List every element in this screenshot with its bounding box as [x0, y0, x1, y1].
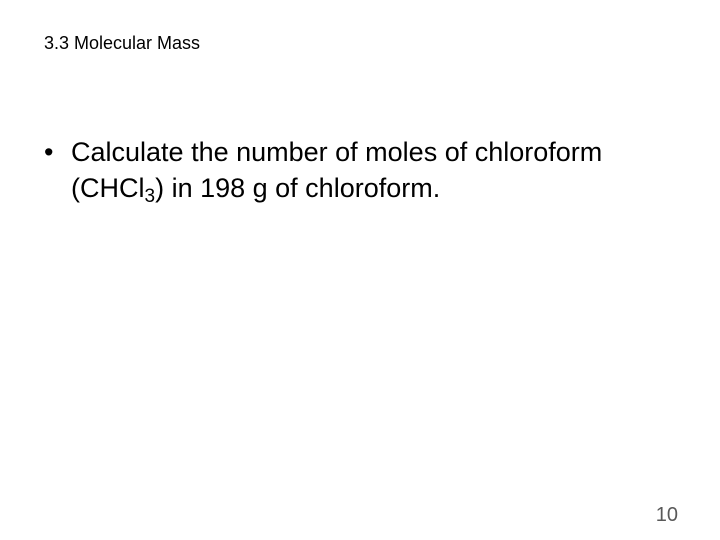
- formula-close: ) in 198 g of chloroform.: [155, 173, 441, 203]
- formula-subscript: 3: [144, 186, 156, 207]
- page-number: 10: [655, 504, 678, 526]
- formula-open: (CHCl: [71, 173, 145, 203]
- bullet-item: [44, 134, 684, 206]
- bullet-text-line-2: [71, 170, 684, 206]
- slide-title: 3.3 Molecular Mass: [44, 33, 201, 53]
- bullet-list: [44, 134, 684, 206]
- bullet-text-line-1: Calculate the number of moles of chloroform: [71, 137, 603, 167]
- bullet-marker: •: [44, 137, 54, 167]
